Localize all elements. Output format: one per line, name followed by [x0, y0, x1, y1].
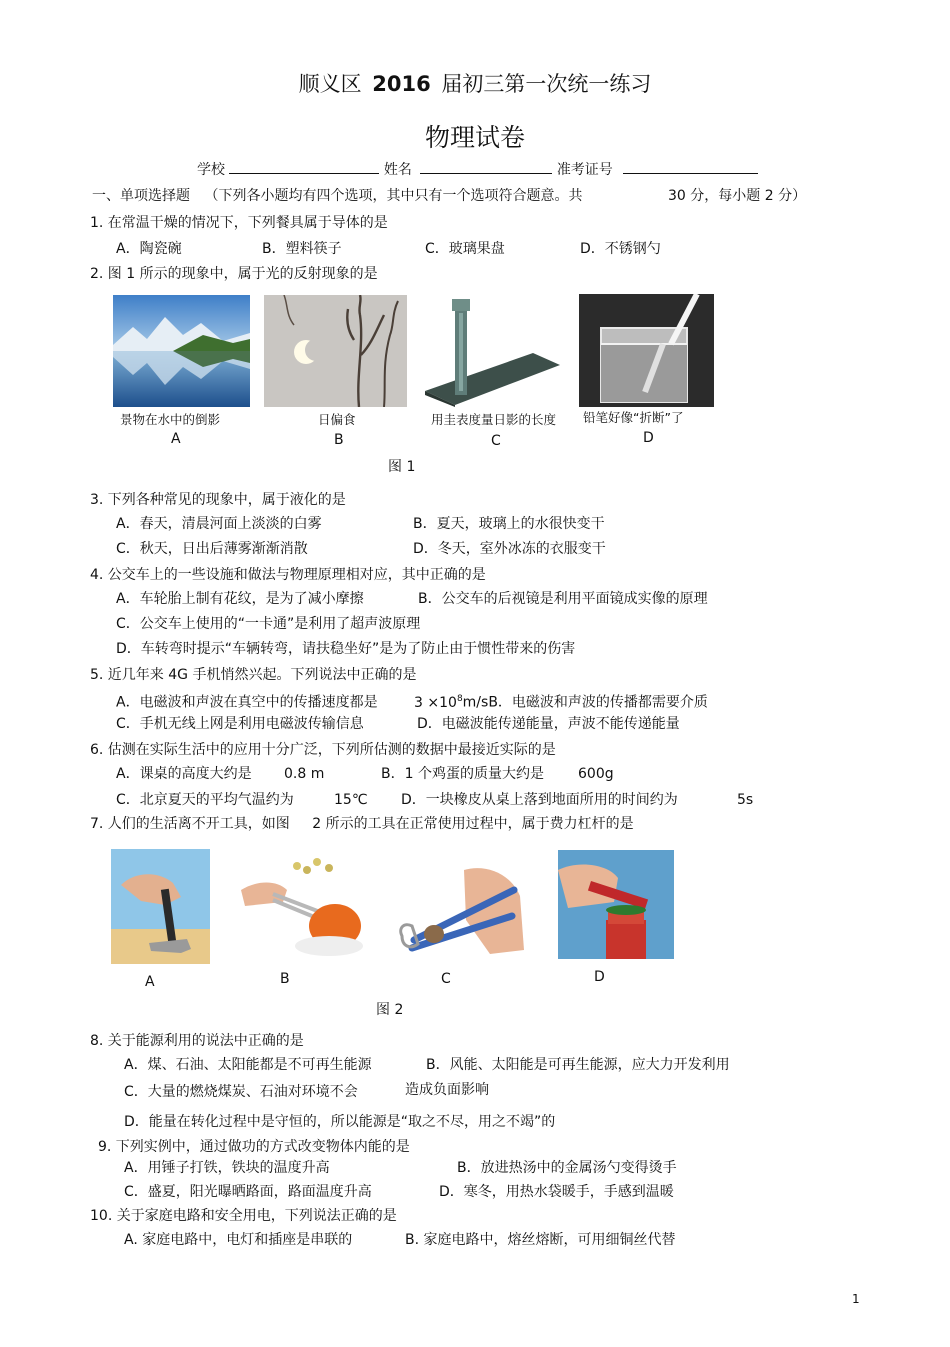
exam-subtitle: 物理试卷 [424, 123, 525, 152]
title-district: 顺义区 [298, 72, 362, 96]
q1-stem: 1. 在常温干燥的情况下，下列餐具属于导体的是 [90, 215, 388, 231]
q3-option-b: B．夏天，玻璃上的水很快变干 [413, 516, 605, 532]
q2-stem: 2. 图 1 所示的现象中，属于光的反射现象的是 [90, 266, 378, 282]
figure1-letter-a: A [171, 431, 181, 447]
figure1-label: 图 1 [388, 459, 416, 475]
figure2-tongs-image [237, 850, 369, 962]
figure1-eclipse-image [264, 295, 407, 407]
figure1-letter-b: B [334, 432, 344, 448]
q9-option-c: C．盛夏，阳光曝晒路面，路面温度升高 [124, 1184, 372, 1200]
q1-option-d: D．不锈钢勺 [580, 241, 661, 257]
figure2-nutcracker-image [394, 850, 527, 963]
q8-option-b: B．风能、太阳能是可再生能源，应大力开发利用 [426, 1057, 730, 1073]
q6-option-c-value: 15℃ [334, 792, 368, 808]
title-rest: 届初三第一次统一练习 [441, 72, 652, 96]
section-heading [92, 187, 582, 205]
figure1-caption-b: 日偏食 [318, 412, 356, 427]
figure2-bottle-opener-image [558, 850, 674, 959]
q6-option-b: B．1 个鸡蛋的质量大约是 [381, 766, 544, 782]
q8-option-a: A．煤、石油、太阳能都是不可再生能源 [124, 1057, 372, 1073]
name-blank[interactable] [420, 161, 552, 174]
q4-option-b: B．公交车的后视镜是利用平面镜成实像的原理 [418, 591, 708, 607]
figure1-pencil-image [579, 294, 714, 407]
q9-option-a: A．用锤子打铁，铁块的温度升高 [124, 1160, 330, 1176]
q7-stem-pre: 7. 人们的生活离不开工具，如图 [90, 816, 290, 832]
q5-option-b-text: m/sB．电磁波和声波的传播都需要介质 [462, 694, 708, 711]
q5-option-c: C．手机无线上网是利用电磁波传输信息 [116, 716, 364, 732]
figure1-letter-d: D [643, 430, 654, 446]
figure2-label: 图 2 [376, 1002, 404, 1018]
q10-option-b: B. 家庭电路中，熔丝熔断，可用细铜丝代替 [405, 1232, 676, 1248]
page-number: 1 [852, 1292, 860, 1306]
q5-speed-value: 3 ×10 [414, 694, 457, 711]
q5-stem: 5. 近几年来 4G 手机悄然兴起。下列说法中正确的是 [90, 667, 417, 683]
q3-option-d: D．冬天，室外冰冻的衣服变干 [413, 541, 606, 557]
q1-option-b: B．塑料筷子 [262, 241, 342, 257]
id-blank[interactable] [623, 161, 758, 174]
school-label: 学校 [197, 162, 225, 178]
q6-option-a: A．课桌的高度大约是 [116, 766, 252, 782]
figure2-letter-b: B [280, 971, 290, 987]
q4-option-a: A．车轮胎上制有花纹，是为了减小摩擦 [116, 591, 364, 607]
q9-option-b: B．放进热汤中的金属汤勺变得烫手 [457, 1160, 677, 1176]
q6-option-d: D．一块橡皮从桌上落到地面所用的时间约为 [401, 792, 678, 808]
q4-stem: 4. 公交车上的一些设施和做法与物理原理相对应，其中正确的是 [90, 567, 486, 583]
q6-option-c: C．北京夏天的平均气温约为 [116, 792, 294, 808]
q7-stem-post: 2 所示的工具在正常使用过程中，属于费力杠杆的是 [312, 816, 634, 832]
q7-stem [90, 815, 634, 833]
q8-option-d: D．能量在转化过程中是守恒的，所以能源是“取之不尽，用之不竭”的 [124, 1114, 556, 1130]
q5-option-d: D．电磁波能传递能量，声波不能传递能量 [417, 716, 680, 732]
q1-option-a: A．陶瓷碗 [116, 241, 182, 257]
q4-option-c: C．公交车上使用的“一卡通”是利用了超声波原理 [116, 616, 421, 632]
figure1-caption-c: 用圭表度量日影的长度 [431, 412, 557, 427]
q10-stem: 10. 关于家庭电路和安全用电，下列说法正确的是 [90, 1208, 397, 1224]
q8-stem: 8. 关于能源利用的说法中正确的是 [90, 1033, 304, 1049]
figure1-caption-a: 景物在水中的倒影 [120, 412, 221, 427]
section-title: 一、单项选择题 [92, 188, 190, 204]
q1-option-c: C．玻璃果盘 [425, 241, 505, 257]
school-blank[interactable] [229, 161, 379, 174]
figure2-hammer-image [111, 849, 210, 964]
id-label: 准考证号 [556, 162, 613, 178]
q10-option-a: A. 家庭电路中，电灯和插座是串联的 [124, 1232, 353, 1248]
q5-speed-exponent: 8 [456, 694, 463, 704]
q3-option-c: C．秋天，日出后薄雾渐渐消散 [116, 541, 308, 557]
figure2-letter-a: A [145, 974, 155, 990]
section-instruction: （下列各小题均有四个选项，其中只有一个选项符合题意。共 [204, 188, 583, 204]
title-year: 2016 [372, 72, 431, 96]
q5-option-a [116, 690, 708, 712]
q6-option-b-value: 600g [578, 766, 614, 782]
q8-option-c-post: 造成负面影响 [405, 1082, 489, 1098]
figure1-reflection-image [113, 295, 250, 407]
q8-option-c: C．大量的燃烧煤炭、石油对环境不会 [124, 1084, 358, 1100]
figure1-gnomon-image [425, 295, 560, 407]
figure1-caption-d: 铅笔好像“折断”了 [583, 410, 684, 425]
q9-stem: 9. 下列实例中，通过做功的方式改变物体内能的是 [98, 1139, 410, 1155]
section-points: 30 分，每小题 2 分） [668, 188, 807, 204]
student-info-line [197, 161, 758, 179]
exam-title [0, 68, 950, 98]
q5-option-a-text: A．电磁波和声波在真空中的传播速度都是 [116, 694, 378, 711]
figure2-letter-d: D [594, 969, 605, 985]
q9-option-d: D．寒冬，用热水袋暖手，手感到温暖 [439, 1184, 674, 1200]
q3-stem: 3. 下列各种常见的现象中，属于液化的是 [90, 492, 346, 508]
q6-stem: 6. 估测在实际生活中的应用十分广泛，下列所估测的数据中最接近实际的是 [90, 742, 556, 758]
figure1-letter-c: C [491, 433, 501, 449]
q4-option-d: D．车转弯时提示“车辆转弯，请扶稳坐好”是为了防止由于惯性带来的伤害 [116, 641, 576, 657]
q6-option-a-value: 0.8 m [284, 766, 325, 782]
q6-option-d-value: 5s [737, 792, 754, 808]
q3-option-a: A．春天，清晨河面上淡淡的白雾 [116, 516, 322, 532]
name-label: 姓名 [383, 162, 412, 178]
figure2-letter-c: C [441, 971, 451, 987]
